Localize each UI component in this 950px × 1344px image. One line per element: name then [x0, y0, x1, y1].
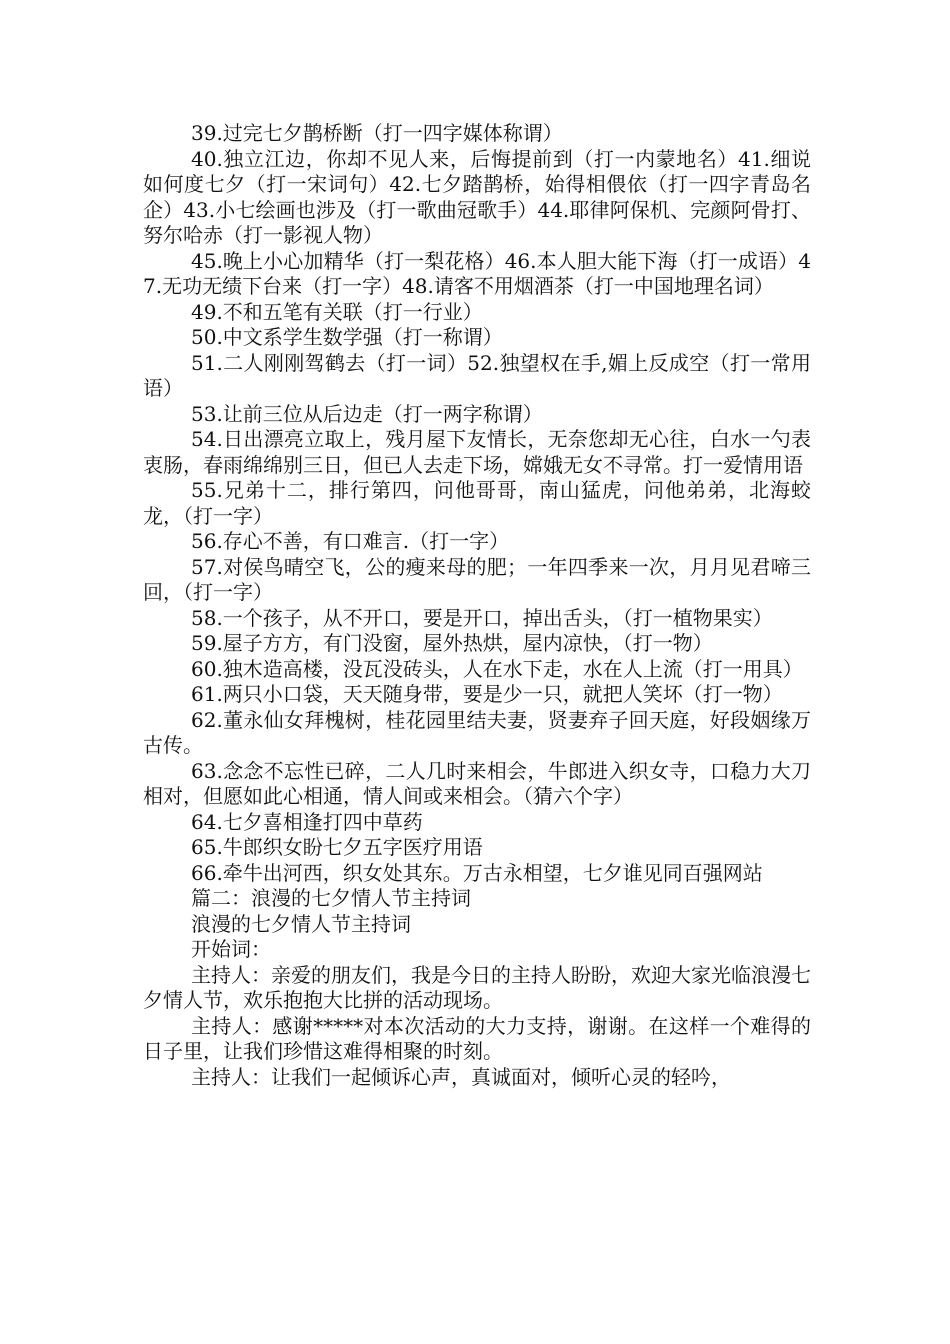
riddle-55: 55.兄弟十二，排行第四，问他哥哥，南山猛虎，问他弟弟，北海蛟龙，（打一字）: [143, 478, 811, 528]
riddle-39: 39.过完七夕鹊桥断（打一四字媒体称谓）: [191, 121, 563, 145]
riddles-45-48: 45.晚上小心加精华（打一梨花格）46.本人胆大能下海（打一成语）47.无功无绩下台来（打一字）48.请客不用烟酒茶（打一中国地理名词）: [143, 248, 811, 298]
riddle-65: 65.牛郎织女盼七夕五字医疗用语: [191, 835, 483, 859]
riddle-59: 59.屋子方方，有门没窗，屋外热烘，屋内凉快，（打一物）: [191, 631, 713, 655]
riddle-63: 63.念念不忘性已碎，二人几时来相会，牛郎进入织女寺，口稳力大刀相对，但愿如此心相通，情人间或来相会。（猜六个字）: [143, 758, 811, 808]
riddle-66: 66.牵牛出河西，织女处其东。万古永相望，七夕谁见同百强网站: [191, 860, 763, 885]
riddle-64: 64.七夕喜相逢打四中草药: [191, 809, 423, 834]
riddle-61: 61.两只小口袋，天天随身带，要是少一只，就把人笑坏（打一物）: [191, 682, 783, 706]
host-line-3: 主持人：让我们一起倾诉心声，真诚面对，倾听心灵的轻吟，: [191, 1064, 731, 1089]
riddle-50: 50.中文系学生数学强（打一称谓）: [191, 325, 503, 349]
riddle-54: 54.日出漂亮立取上，残月屋下友情长，无奈您却无心往，白水一勺表衷肠，春雨绵绵别三日，但已人去走下场，嫦娥无女不寻常。打一爱情用语: [143, 427, 811, 477]
section-heading: 篇二：浪漫的七夕情人节主持词: [191, 886, 471, 910]
host-line-1: 主持人：亲爱的朋友们，我是今日的主持人盼盼，欢迎大家光临浪漫七夕情人节，欢乐抱抱大比拼的活动现场。: [143, 962, 811, 1012]
riddle-60: 60.独木造高楼，没瓦没砖头，人在水下走，水在人上流（打一用具）: [191, 656, 803, 681]
riddle-58: 58.一个孩子，从不开口，要是开口，掉出舌头，（打一植物果实）: [191, 605, 773, 630]
section-title: 浪漫的七夕情人节主持词: [191, 911, 411, 936]
document-body: [143, 121, 811, 1090]
riddle-56: 56.存心不善，有口难言.（打一字）: [191, 529, 510, 553]
riddle-57: 57.对侯鸟晴空飞，公的瘦来母的肥；一年四季来一次，月月见君啼三回，（打一字）: [143, 554, 811, 604]
riddle-49: 49.不和五笔有关联（打一行业）: [191, 299, 483, 324]
opening-label: 开始词：: [191, 937, 271, 961]
riddle-62: 62.董永仙女拜槐树，桂花园里结夫妻，贤妻弃子回天庭，好段姻缘万古传。: [143, 707, 811, 757]
riddles-40-44: 40.独立江边，你却不见人来，后悔提前到（打一内蒙地名）41.细说如何度七夕（打一宋词句）42.七夕踏鹊桥，始得相偎依（打一四字青岛名企）43.小七绘画也涉及（打一歌曲冠歌手）44.耶律阿保机、完颜阿骨打、努尔哈赤（打一影视人物）: [143, 146, 811, 247]
riddle-53: 53.让前三位从后边走（打一两字称谓）: [191, 401, 543, 426]
riddles-51-52: 51.二人刚刚驾鹤去（打一词）52.独望权在手,媚上反成空（打一常用语）: [143, 350, 811, 400]
host-line-2: 主持人：感谢*****对本次活动的大力支持，谢谢。在这样一个难得的日子里，让我们珍惜这难得相聚的时刻。: [143, 1013, 811, 1063]
